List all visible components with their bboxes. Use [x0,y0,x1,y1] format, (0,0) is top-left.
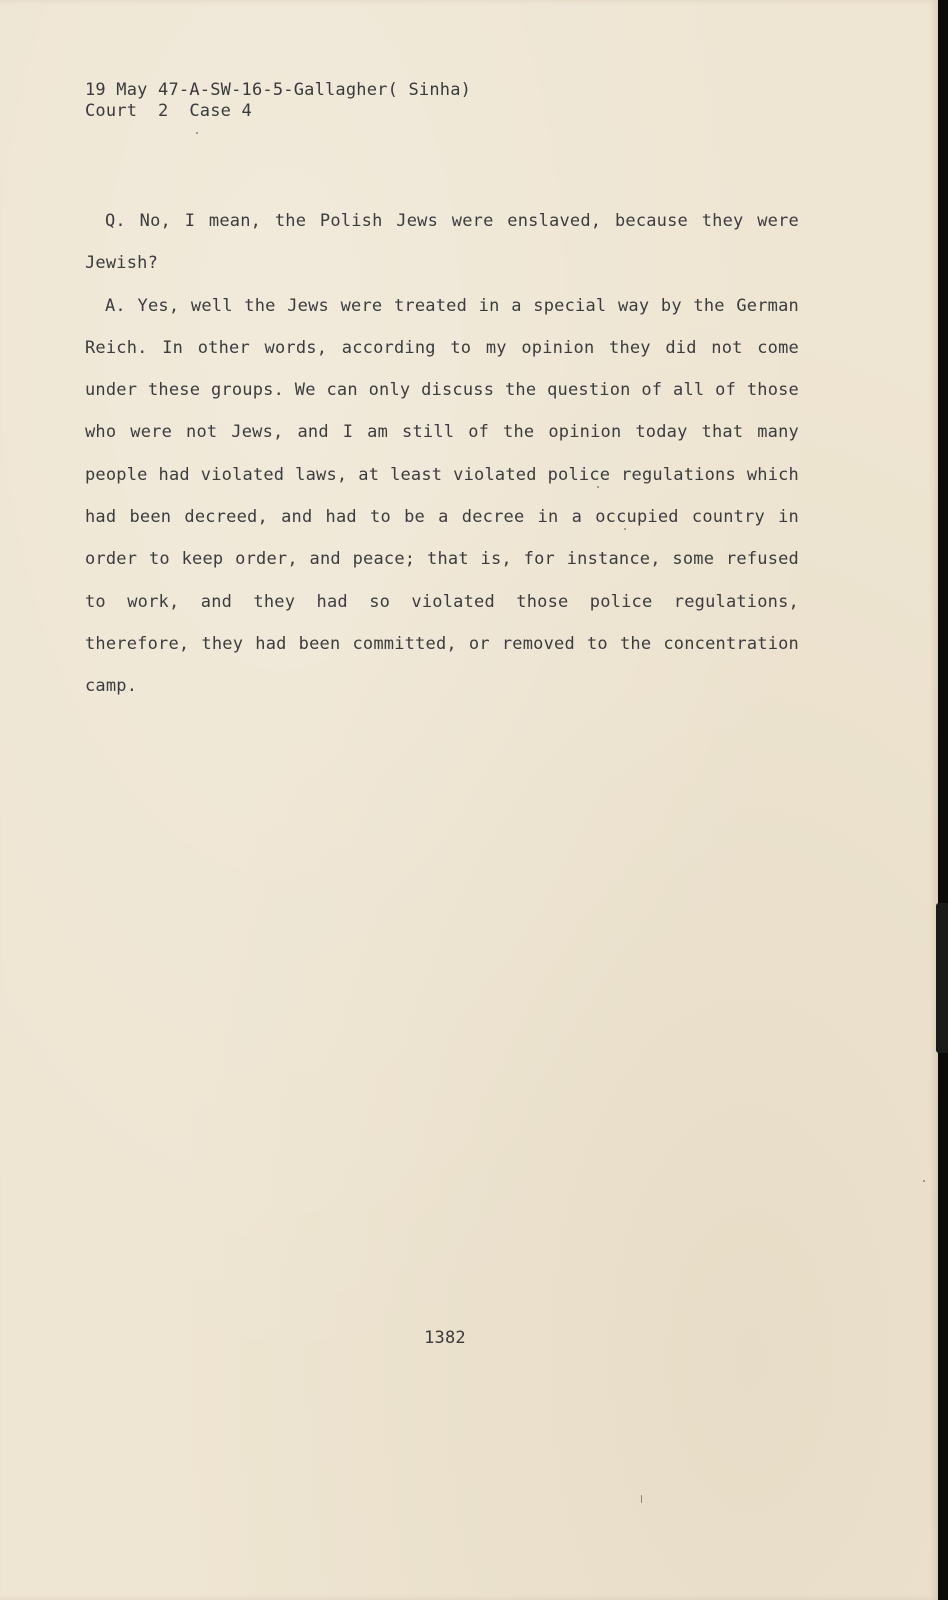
header-line-2: Court 2 Case 4 [85,101,252,121]
paper-speck [196,132,198,134]
question-paragraph: Q. No, I mean, the Polish Jews were enslaved, because they were Jewish? [85,211,799,274]
header-line-1: 19 May 47-A-SW-16-5-Gallagher( Sinha) [85,80,472,100]
paper-speck [624,528,626,530]
binder-clip-shadow [936,903,948,1053]
transcript-body [85,200,799,708]
document-header [85,80,471,122]
answer-paragraph: A. Yes, well the Jews were treated in a special way by the German Reich. In other words, according to my opinion they did not come under these groups. We can only discuss the question of all of those who were not Jews, and I am still of the opinion today that many people had violated laws, at least violated police regulations which had been decreed, and had to be a decree in a occupied country in order to keep order, and peace; that is, for instance, some refused to work, and they had so violated those police regulations, therefore, they had been committed, or removed to the concentration camp. [85,295,799,697]
page-number: 1382 [424,1328,466,1348]
paper-speck [641,1495,642,1503]
paper-speck [597,486,599,488]
paper-speck [923,1180,925,1182]
